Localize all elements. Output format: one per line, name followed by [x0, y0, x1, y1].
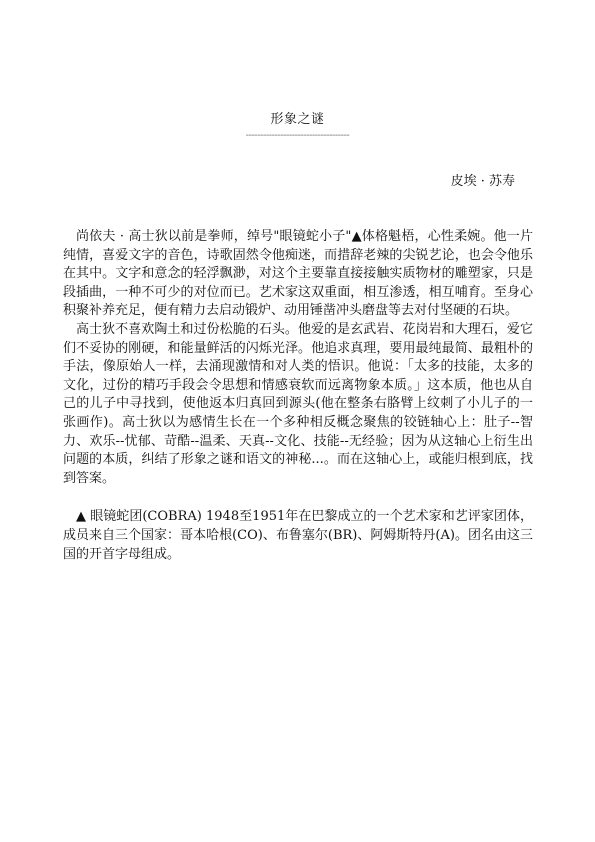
article-body — [63, 228, 533, 580]
author-name: 皮埃 · 苏寿 — [450, 174, 515, 189]
footnote: ▲ 眼镜蛇团(COBRA) 1948至1951年在巴黎成立的一个艺术家和艺评家团体，成员来自三个国家：哥本哈根(CO)、布鲁塞尔(BR)、阿姆斯特丹(A)。团名由这三国的开首字母组成。 — [63, 509, 533, 562]
paragraph-2: 高士狄不喜欢陶土和过份松脆的石头。他爱的是玄武岩、花岗岩和大理石，爱它们不妥协的刚硬，和能量鲜活的闪烁光泽。他追求真理，要用最纯最简、最粗朴的手法，像原始人一样，去涌现激情和对人类的悟识。他说：「太多的技能，太多的文化，过份的精巧手段会令思想和情感衰软而远离物象本质。」这本质，他也从自己的儿子中寻找到，使他返本归真回到源头(他在整条右胳臂上纹刺了小儿子的一张画作)。高士狄以为感情生长在一个多种相反概念聚焦的铰链轴心上：肚子--智力、欢乐--忧郁、苛酷--温柔、天真--文化、技能--无经验；因为从这轴心上衍生出问题的本质，纠结了形象之谜和语文的神秘...。而在这轴心上，或能归根到底，找到答案。 — [63, 321, 533, 486]
paragraph-1: 尚依夫 · 高士狄以前是拳师，绰号"眼镜蛇小子"▲体格魁梧，心性柔婉。他一片纯情，喜爱文字的音色，诗歌固然令他痴迷，而措辞老辣的尖锐艺论，也会令他乐在其中。文字和意念的轻浮飘渺，对这个主要靠直接接触实质物材的雕塑家，只是段插曲，一种不可少的对位而已。艺术家这双重面，相互渗透，相互哺育。至身心积聚补养充足，便有精力去启动锻炉、动用锤凿冲头磨盘等去对付坚硬的石块。 — [63, 229, 533, 319]
title-separator: ------------------------------------ — [245, 130, 350, 141]
document-title: 形象之谜 — [270, 112, 325, 127]
